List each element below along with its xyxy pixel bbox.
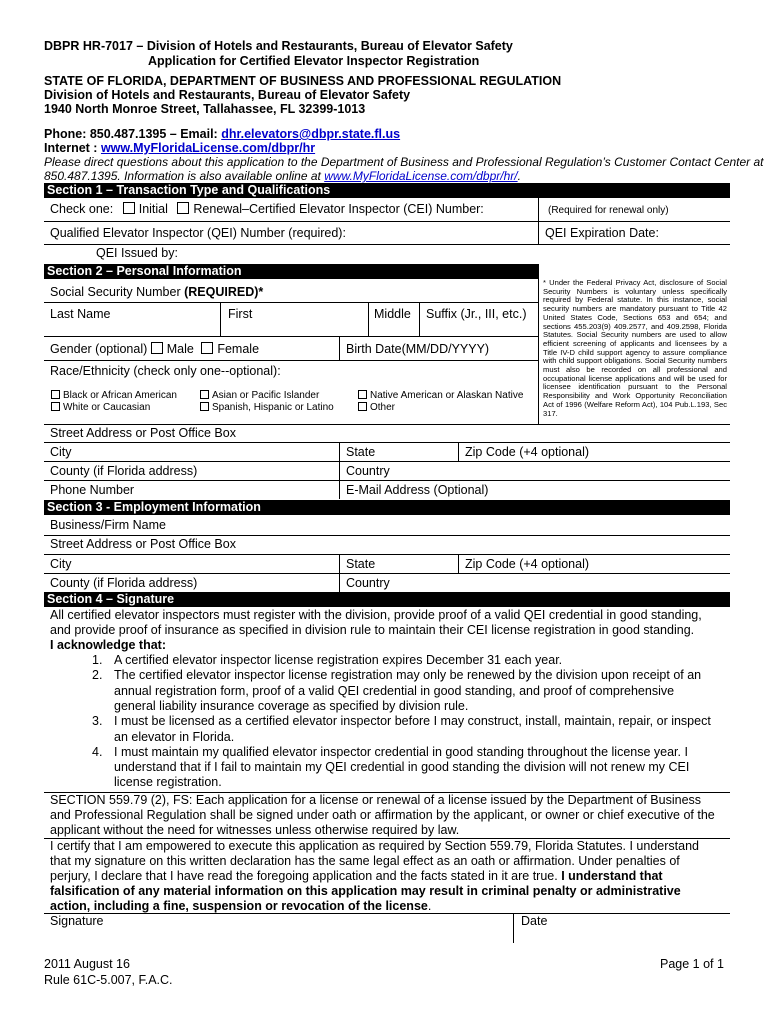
ssn-required: (REQUIRED)* bbox=[184, 285, 264, 299]
certify-bold-text: action, including a fine, suspension or revocation of the license bbox=[50, 899, 428, 913]
business-name-field[interactable]: Business/Firm Name bbox=[50, 518, 166, 532]
zip-field[interactable]: Zip Code (+4 optional) bbox=[465, 445, 590, 459]
statute-line-1: SECTION 559.79 (2), FS: Each application for a license or renewal of a license issued by the Department of Business bbox=[50, 793, 702, 807]
notice-line-1: Please direct questions about this application to the Department of Business and Professional Regulation’s Customer Contact Center at bbox=[44, 155, 764, 169]
gender-row bbox=[50, 342, 259, 357]
employer-city-field[interactable]: City bbox=[50, 557, 72, 571]
divider bbox=[44, 221, 730, 222]
internet-label: Internet : bbox=[44, 141, 101, 155]
employer-state-field[interactable]: State bbox=[346, 557, 376, 571]
checkbox[interactable] bbox=[51, 402, 60, 411]
qei-number-field[interactable]: Qualified Elevator Inspector (QEI) Number (required): bbox=[50, 226, 346, 240]
phone-label: Phone: 850.487.1395 – Email: bbox=[44, 127, 222, 141]
agency-name: STATE OF FLORIDA, DEPARTMENT OF BUSINESS AND PROFESSIONAL REGULATION bbox=[44, 74, 562, 88]
checkbox[interactable] bbox=[200, 390, 209, 399]
divider bbox=[538, 264, 539, 425]
qei-expiration-field[interactable]: QEI Expiration Date: bbox=[545, 226, 659, 240]
female-checkbox[interactable] bbox=[201, 342, 213, 354]
divider bbox=[44, 554, 730, 555]
divider bbox=[339, 336, 340, 360]
male-checkbox[interactable] bbox=[151, 342, 163, 354]
middle-name-field[interactable]: Middle bbox=[374, 307, 411, 321]
phone-field[interactable]: Phone Number bbox=[50, 483, 135, 497]
race-option-label: White or Caucasian bbox=[63, 402, 151, 413]
list-item: general liability insurance coverage as specified by division rule. bbox=[114, 698, 469, 713]
suffix-field[interactable]: Suffix (Jr., III, etc.) bbox=[426, 307, 527, 321]
renewal-checkbox[interactable] bbox=[177, 202, 189, 214]
divider bbox=[220, 302, 221, 336]
footer-rule: Rule 61C-5.007, F.A.C. bbox=[44, 973, 173, 987]
race-option-other[interactable] bbox=[358, 402, 395, 414]
section-2-header: Section 2 – Personal Information bbox=[44, 264, 539, 279]
certify-line-4: falsification of any material information on this application may result in criminal penalty or administrative bbox=[50, 884, 681, 898]
certify-bold-text: I understand that bbox=[561, 869, 663, 883]
divider bbox=[44, 535, 730, 536]
country-field[interactable]: Country bbox=[346, 464, 390, 478]
section-4-header: Section 4 – Signature bbox=[44, 592, 730, 607]
list-item: annual registration form, proof of a valid QEI credential in good standing, and proof of comprehensive bbox=[114, 683, 675, 698]
check-one-label: Check one: bbox=[50, 202, 114, 216]
footer-date: 2011 August 16 bbox=[44, 957, 130, 971]
list-item: The certified elevator inspector license registration may only be renewed by the division upon receipt of an bbox=[114, 668, 702, 683]
acknowledge-heading: I acknowledge that: bbox=[50, 638, 166, 652]
certify-line-1: I certify that I am empowered to execute this application as required by Section 559.79, Florida Statutes. I understand bbox=[50, 839, 699, 853]
intro-line-1: All certified elevator inspectors must register with the division, provide proof of a valid QEI credential in good standing, bbox=[50, 608, 702, 622]
signature-field[interactable]: Signature bbox=[50, 914, 104, 928]
list-item-number: 2. bbox=[92, 668, 103, 683]
email-field[interactable]: E-Mail Address (Optional) bbox=[346, 483, 489, 497]
male-label: Male bbox=[166, 342, 194, 356]
race-option-hispanic[interactable] bbox=[200, 402, 334, 414]
internet-line bbox=[44, 141, 315, 155]
employer-country-field[interactable]: Country bbox=[346, 576, 390, 590]
race-option-white[interactable] bbox=[51, 402, 150, 414]
list-item: understand that if I fail to maintain my QEI credential in good standing the division will not renew my CEI bbox=[114, 760, 690, 775]
checkbox[interactable] bbox=[200, 402, 209, 411]
initial-label: Initial bbox=[138, 202, 168, 216]
email-link[interactable]: dhr.elevators@dbpr.state.fl.us bbox=[221, 127, 401, 141]
checkbox[interactable] bbox=[358, 402, 367, 411]
list-item: I must maintain my qualified elevator inspector credential in good standing throughout the license year. I bbox=[114, 744, 688, 759]
divider bbox=[44, 424, 730, 425]
ssn-field[interactable] bbox=[50, 285, 263, 300]
certify-text: . bbox=[427, 899, 432, 913]
form-subtitle: Application for Certified Elevator Inspector Registration bbox=[148, 54, 480, 68]
first-name-field[interactable]: First bbox=[228, 307, 253, 321]
initial-checkbox[interactable] bbox=[123, 202, 135, 214]
notice-link[interactable]: www.MyFloridaLicense.com/dbpr/hr/ bbox=[324, 169, 518, 183]
renewal-label: Renewal–Certified Elevator Inspector (CEI) Number: bbox=[193, 202, 484, 216]
qei-issued-field[interactable]: QEI Issued by: bbox=[96, 246, 178, 260]
divider bbox=[44, 442, 730, 443]
certify-line-2: that my signature on this written declaration has the same legal effect as an oath or affirmation. Under penalties of bbox=[50, 854, 680, 868]
list-item-number: 3. bbox=[92, 714, 103, 729]
statute-line-2: and Professional Regulation shall be signed under oath or affirmation by the applicant, or owner or chief executive of the bbox=[50, 808, 715, 822]
division-name: Division of Hotels and Restaurants, Bureau of Elevator Safety bbox=[44, 88, 411, 102]
divider bbox=[368, 302, 369, 336]
race-label: Race/Ethnicity (check only one--optional): bbox=[50, 364, 281, 378]
contact-phone-line bbox=[44, 127, 400, 141]
divider bbox=[44, 913, 730, 914]
divider bbox=[44, 336, 539, 337]
divider bbox=[419, 302, 420, 336]
notice-line-2 bbox=[44, 169, 521, 183]
race-option-label: Spanish, Hispanic or Latino bbox=[212, 402, 334, 413]
certify-text: perjury, I declare that I have read the foregoing application and the facts stated in it are true. bbox=[50, 869, 562, 883]
divider bbox=[44, 461, 730, 462]
statute-line-3: applicant without the need for witnesses unless otherwise required by law. bbox=[50, 823, 460, 837]
checkbox[interactable] bbox=[51, 390, 60, 399]
renewal-note: (Required for renewal only) bbox=[548, 205, 669, 216]
section-3-header: Section 3 - Employment Information bbox=[44, 500, 730, 515]
last-name-field[interactable]: Last Name bbox=[50, 307, 111, 321]
agency-address: 1940 North Monroe Street, Tallahassee, FL 32399-1013 bbox=[44, 102, 366, 116]
check-one-row bbox=[50, 202, 484, 217]
employer-zip-field[interactable]: Zip Code (+4 optional) bbox=[465, 557, 590, 571]
date-field[interactable]: Date bbox=[521, 914, 548, 928]
website-link[interactable]: www.MyFloridaLicense.com/dbpr/hr bbox=[100, 141, 316, 155]
race-option-native[interactable] bbox=[358, 390, 523, 402]
page-number: Page 1 of 1 bbox=[660, 957, 724, 971]
notice-end: . bbox=[517, 169, 521, 183]
race-option-black[interactable] bbox=[51, 390, 177, 402]
street-address-field[interactable]: Street Address or Post Office Box bbox=[50, 426, 236, 440]
intro-line-2: and provide proof of insurance as specified in division rule to maintain their CEI license registration in good standing. bbox=[50, 623, 695, 637]
certify-line-5 bbox=[50, 899, 431, 914]
divider bbox=[44, 360, 539, 361]
list-item-number: 1. bbox=[92, 653, 103, 667]
divider bbox=[458, 442, 459, 461]
certify-line-3 bbox=[50, 869, 663, 884]
divider bbox=[513, 913, 514, 943]
divider bbox=[44, 244, 730, 245]
birth-date-field[interactable]: Birth Date(MM/DD/YYYY) bbox=[346, 342, 490, 356]
gender-label: Gender (optional) bbox=[50, 342, 148, 356]
notice-text: 850.487.1395. Information is also available online at bbox=[44, 169, 325, 183]
divider bbox=[458, 554, 459, 573]
divider bbox=[339, 442, 340, 499]
form-title: DBPR HR-7017 – Division of Hotels and Restaurants, Bureau of Elevator Safety bbox=[44, 39, 513, 53]
female-label: Female bbox=[217, 342, 260, 356]
race-option-asian[interactable] bbox=[200, 390, 319, 402]
divider bbox=[44, 480, 730, 481]
section-1-header: Section 1 – Transaction Type and Qualifications bbox=[44, 183, 730, 198]
list-item-number: 4. bbox=[92, 744, 103, 759]
checkbox[interactable] bbox=[358, 390, 367, 399]
list-item: an elevator in Florida. bbox=[114, 729, 235, 744]
divider bbox=[44, 573, 730, 574]
list-item: I must be licensed as a certified elevator inspector before I may construct, install, maintain, repair, or inspect bbox=[114, 714, 711, 729]
list-item: A certified elevator inspector license registration expires December 31 each year. bbox=[114, 653, 563, 667]
race-option-label: Other bbox=[370, 402, 396, 413]
race-option-label: Asian or Pacific Islander bbox=[212, 390, 320, 401]
employer-county-field[interactable]: County (if Florida address) bbox=[50, 576, 198, 590]
ssn-label: Social Security Number bbox=[50, 285, 185, 299]
county-field[interactable]: County (if Florida address) bbox=[50, 464, 198, 478]
city-field[interactable]: City bbox=[50, 445, 72, 459]
employer-street-field[interactable]: Street Address or Post Office Box bbox=[50, 537, 236, 551]
divider bbox=[44, 302, 539, 303]
list-item: license registration. bbox=[114, 775, 222, 790]
race-option-label: Black or African American bbox=[63, 390, 177, 401]
race-option-label: Native American or Alaskan Native bbox=[370, 390, 524, 401]
privacy-notice: * Under the Federal Privacy Act, disclosure of Social Security Numbers is voluntary unless specifically required by Federal statute. In this instance, social security numbers are mandatory pursuant to Title 42 United States Code, Sections 653 and 654; and sections 455.203(9) 409.2577, and 409.2598, Florida Statutes. Social Security numbers are used to allow efficient screening of applicants and licensees by a Title IV-D child support agency to assure compliance with child support obligations. Social Security numbers must also be recorded on all professional and occupational license applications and will be used for licensee identification pursuant to the Personal Responsibility and Work Opportunity Reconciliation Act of 1996 (Welfare Reform Act), 104 Pub.L.193, Sec 317. bbox=[543, 278, 727, 418]
state-field[interactable]: State bbox=[346, 445, 376, 459]
